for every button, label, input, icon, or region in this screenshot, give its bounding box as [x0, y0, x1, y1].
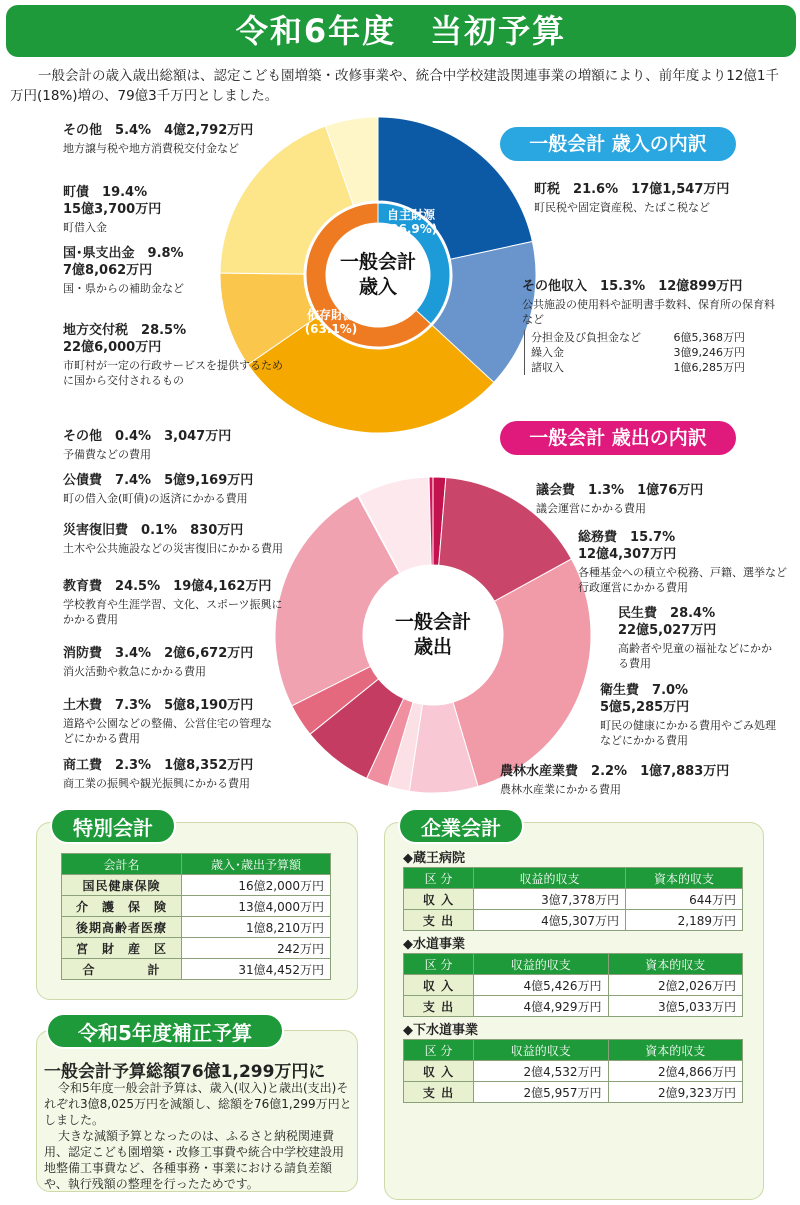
- expenditure-heading: 一般会計 歳出の内訳: [500, 421, 736, 455]
- rev-label-bond: 町債 19.4% 15億3,700万円 町借入金: [63, 185, 162, 234]
- table-row: 支 出 2億5,957万円 2億9,323万円: [404, 1082, 743, 1103]
- expenditure-center: [364, 566, 502, 704]
- enterprise-section-title: ◆下水道事業: [403, 1023, 478, 1038]
- enterprise-section-title: ◆蔵王病院: [403, 851, 465, 866]
- intro-text: 一般会計の歳入歳出総額は、認定こども園増築・改修事業や、統合中学校建設関連事業の増額により、前年度より12億1千万円(18%)増の、79億3千万円としました。: [10, 68, 779, 104]
- rev-label-grant: 地方交付税 28.5% 22億6,000万円 市町村が一定の行政サービスを提供するために国から交付されるもの: [63, 323, 283, 387]
- other-income-breakdown: 分担金及び負担金など 6億5,368万円 繰入金 3億9,246万円 諸収入 1億6,285万円: [524, 330, 745, 375]
- table-row: 国民健康保険 16億2,000万円: [62, 875, 331, 896]
- exp-label-civil: 土木費 7.3% 5億8,190万円 道路や公園などの整備、公営住宅の管理などにかかる費用: [63, 698, 272, 745]
- table-row: 介 護 保 険 13億4,000万円: [62, 896, 331, 917]
- exp-label-disaster: 災害復旧費 0.1% 830万円 土木や公共施設などの災害復旧にかかる費用: [63, 523, 283, 555]
- exp-label-other: その他 0.4% 3,047万円 予備費などの費用: [63, 429, 232, 461]
- special-account-title: 特別会計: [50, 808, 176, 844]
- own-revenue-pct: (36.9%): [384, 222, 438, 236]
- expenditure-center-label: 歳出: [413, 636, 453, 658]
- enterprise-table: 区 分 収益的収支 資本的収支 収 入 2億4,532万円 2億4,866万円 支 出 2億5,957万円 2億9,323万円: [403, 1039, 743, 1103]
- exp-label-fire: 消防費 3.4% 2億6,672万円 消火活動や救急にかかる費用: [63, 646, 254, 678]
- table-row: 支 出 4億5,307万円 2,189万円: [404, 910, 743, 931]
- exp-label-welfare: 民生費 28.4% 22億5,027万円 高齢者や児童の福祉などにかかる費用: [618, 606, 772, 670]
- exp-label-debt: 公債費 7.4% 5億9,169万円 町の借入金(町債)の返済にかかる費用: [63, 473, 254, 505]
- special-account-table: 会計名 歳入･歳出予算額 国民健康保険 16億2,000万円 介 護 保 険 13億4,000万円 後期高齢者医療 1億8,210万円 宮 財 産 区 242万円 合 計 31億4,452万円: [61, 853, 331, 980]
- own-revenue-label: 自主財源: [386, 208, 436, 222]
- table-row: 後期高齢者医療 1億8,210万円: [62, 917, 331, 938]
- table-row: 収 入 3億7,378万円 644万円: [404, 889, 743, 910]
- exp-label-general: 総務費 15.7% 12億4,307万円 各種基金への積立や税務、戸籍、選挙など行政運営にかかる費用: [578, 530, 787, 594]
- page-title: 令和6年度 当初予算: [6, 5, 796, 57]
- table-row: 収 入 4億5,426万円 2億2,026万円: [404, 975, 743, 996]
- dependent-revenue-pct: (63.1%): [304, 322, 358, 336]
- dependent-revenue-label: 依存財源: [306, 308, 356, 322]
- exp-label-health: 衛生費 7.0% 5億5,285万円 町民の健康にかかる費用やごみ処理などにかかる費用: [600, 683, 776, 747]
- supplementary-body: 令和5年度一般会計予算は、歳入(収入)と歳出(支出)それぞれ3億8,025万円を減額し、総額を76億1,299万円としました。 大きな減額予算となったのは、ふるさと納税関連費用、認定こども園増築・改修工事費や統合中学校建設用地整備工事費など、各種事務・事業における請負差額や、執行残額の整理を行ったためです。: [44, 1081, 352, 1191]
- exp-label-education: 教育費 24.5% 19億4,162万円 学校教育や生涯学習、文化、スポーツ振興にかかる費用: [63, 579, 283, 626]
- table-row: 合 計 31億4,452万円: [62, 959, 331, 980]
- rev-label-tax: 町税 21.6% 17億1,547万円 町民税や固定資産税、たばこ税など: [534, 182, 730, 214]
- revenue-center-label: 歳入: [358, 276, 398, 298]
- supplementary-headline: 一般会計予算総額76億1,299万円に: [44, 1062, 326, 1082]
- enterprise-table: 区 分 収益的収支 資本的収支 収 入 3億7,378万円 644万円 支 出 4億5,307万円 2,189万円: [403, 867, 743, 931]
- exp-label-assembly: 議会費 1.3% 1億76万円 議会運営にかかる費用: [536, 483, 704, 515]
- revenue-center-label: 一般会計: [339, 251, 417, 273]
- expenditure-donut-chart: [273, 475, 593, 795]
- rev-label-subsidy: 国･県支出金 9.8% 7億8,062万円 国・県からの補助金など: [63, 246, 184, 295]
- table-row: 宮 財 産 区 242万円: [62, 938, 331, 959]
- exp-label-commerce: 商工費 2.3% 1億8,352万円 商工業の振興や観光振興にかかる費用: [63, 758, 254, 790]
- expenditure-center-label: 一般会計: [394, 611, 472, 633]
- rev-label-other: その他 5.4% 4億2,792万円 地方譲与税や地方消費税交付金など: [63, 123, 254, 155]
- enterprise-table: 区 分 収益的収支 資本的収支 収 入 4億5,426万円 2億2,026万円 支 出 4億4,929万円 3億5,033万円: [403, 953, 743, 1017]
- rev-label-otherincome: その他収入 15.3% 12億899万円 公共施設の使用料や証明書手数料、保育所の保育料など: [522, 279, 775, 326]
- table-row: 収 入 2億4,532万円 2億4,866万円: [404, 1061, 743, 1082]
- exp-label-agri: 農林水産業費 2.2% 1億7,883万円 農林水産業にかかる費用: [500, 764, 730, 796]
- enterprise-panel: [384, 822, 764, 1200]
- enterprise-title: 企業会計: [398, 808, 524, 844]
- special-account-panel: [36, 822, 358, 1000]
- table-row: 支 出 4億4,929万円 3億5,033万円: [404, 996, 743, 1017]
- supplementary-title: 令和5年度補正予算: [46, 1013, 284, 1049]
- revenue-heading: 一般会計 歳入の内訳: [500, 127, 736, 161]
- enterprise-section-title: ◆水道事業: [403, 937, 465, 952]
